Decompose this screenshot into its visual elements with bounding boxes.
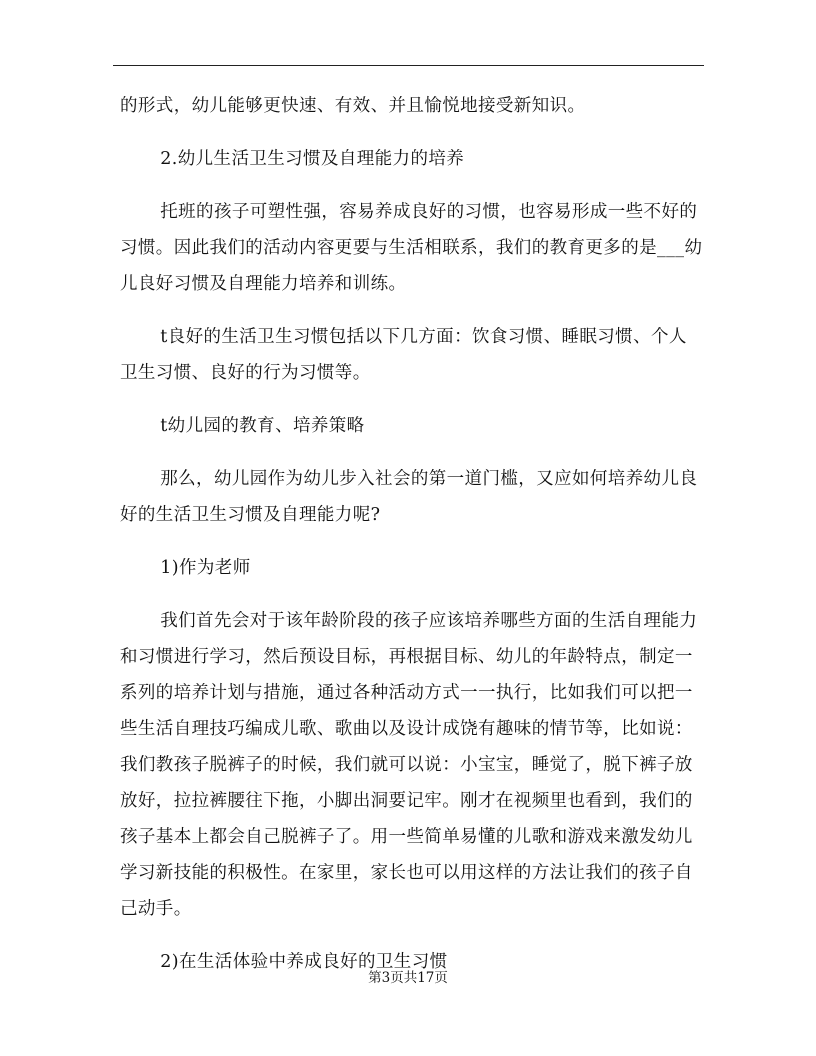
paragraph-toddler-habits: 托班的孩子可塑性强，容易养成良好的习惯，也容易形成一些不好的习惯。因此我们的活动内容更要与生活相联系，我们的教育更多的是___幼儿良好习惯及自理能力培养和训练。 — [120, 202, 703, 294]
section-heading-hygiene-habits: 2.幼儿生活卫生习惯及自理能力的培养 — [160, 149, 465, 169]
paragraph-kindergarten-question: 那么，幼儿园作为幼儿步入社会的第一道门槛，又应如何培养幼儿良好的生活卫生习惯及自理能力呢? — [120, 469, 698, 525]
subheading-as-teacher: 1)作为老师 — [160, 558, 251, 578]
subheading-strategies: t幼儿园的教育、培养策略 — [160, 416, 365, 436]
paragraph-teacher-methods: 我们首先会对于该年龄阶段的孩子应该培养哪些方面的生活自理能力和习惯进行学习，然后预设目标，再根据目标、幼儿的年龄特点，制定一系列的培养计划与措施，通过各种活动方式一一执行，比如我们可以把一些生活自理技巧编成儿歌、歌曲以及设计成饶有趣味的情节等，比如说：我们教孩子脱裤子的时候，我们就可以说：小宝宝，睡觉了，脱下裤子放放好，拉拉裤腰往下拖，小脚出洞要记牢。刚才在视频里也看到，我们的孩子基本上都会自己脱裤子了。用一些简单易懂的儿歌和游戏来激发幼儿学习新技能的积极性。在家里，家长也可以用这样的方法让我们的孩子自己动手。 — [120, 611, 698, 919]
paragraph-good-habits-list: t良好的生活卫生习惯包括以下几方面：饮食习惯、睡眠习惯、个人卫生习惯、良好的行为习惯等。 — [120, 327, 687, 383]
paragraph-continuation: 的形式，幼儿能够更快速、有效、并且愉悦地接受新知识。 — [120, 96, 586, 116]
page-number-footer: 第3页共17页 — [368, 970, 448, 986]
header-rule — [113, 65, 704, 66]
subheading-life-experience: 2)在生活体验中养成良好的卫生习惯 — [160, 952, 448, 972]
document-body — [120, 88, 704, 980]
